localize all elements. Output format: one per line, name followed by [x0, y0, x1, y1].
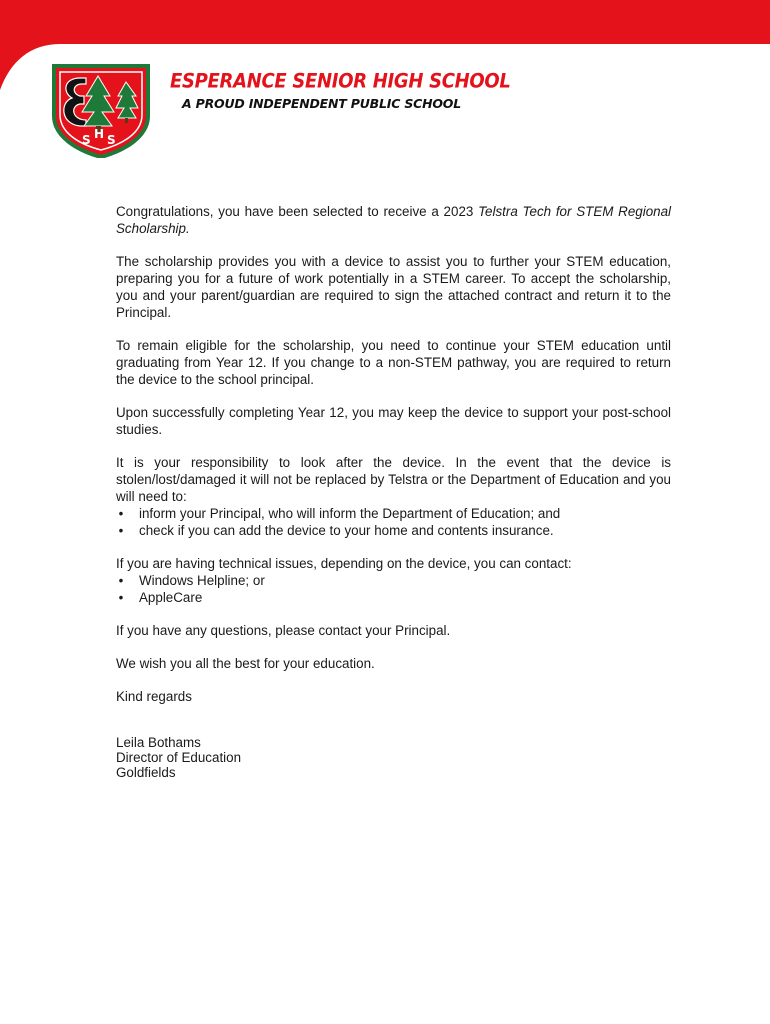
paragraph-best-wishes: We wish you all the best for your education.: [116, 656, 375, 671]
signature-block: [116, 735, 671, 780]
school-tagline: A PROUD INDEPENDENT PUBLIC SCHOOL: [182, 96, 461, 111]
congratulations-text: Congratulations, you have been selected to receive a 2023: [116, 204, 479, 219]
bullet-icon: •: [118, 590, 124, 605]
bullet-icon: •: [118, 573, 124, 588]
support-contacts-list: [116, 572, 671, 606]
crest-initial-s2: S: [107, 133, 116, 147]
list-item-text: check if you can add the device to your home and contents insurance.: [139, 523, 554, 538]
responsibility-list: [116, 505, 671, 539]
technical-support-lead: If you are having technical issues, depending on the device, you can contact:: [116, 556, 572, 571]
list-item-text: inform your Principal, who will inform the Department of Education; and: [139, 506, 561, 521]
school-name: ESPERANCE SENIOR HIGH SCHOOL: [170, 70, 511, 93]
paragraph-congratulations: [116, 203, 671, 237]
bullet-icon: •: [118, 523, 124, 538]
paragraph-responsibility: [116, 454, 671, 539]
list-item-text: Windows Helpline; or: [139, 573, 265, 588]
signatory-title: Director of Education: [116, 750, 242, 765]
list-item: [116, 505, 671, 522]
paragraph-scholarship-purpose: The scholarship provides you with a device to assist you to further your STEM education, preparing you for a future of work potentially in a STEM career. To accept the scholarship, you and your parent/guardian are required to sign the attached contract and return it to the Principal.: [116, 254, 671, 320]
paragraph-completion: Upon successfully completing Year 12, you may keep the device to support your post-school studies.: [116, 405, 671, 437]
closing-salutation: Kind regards: [116, 689, 192, 704]
bullet-icon: •: [118, 506, 124, 521]
responsibility-lead: It is your responsibility to look after the device. In the event that the device is stolen/lost/damaged it will not be replaced by Telstra or the Department of Education and you will need to:: [116, 455, 671, 504]
list-item: [116, 522, 671, 539]
list-item: [116, 589, 671, 606]
signatory-name: Leila Bothams: [116, 735, 201, 750]
crest-initial-s1: S: [82, 133, 91, 147]
letter-body: [116, 203, 671, 780]
list-item: [116, 572, 671, 589]
scholarship-name: Telstra Tech for STEM Regional Scholarship.: [116, 204, 672, 236]
paragraph-technical-support: [116, 555, 671, 606]
school-crest-logo: [46, 58, 156, 158]
paragraph-eligibility: To remain eligible for the scholarship, you need to continue your STEM education until graduating from Year 12. If you change to a non-STEM pathway, you are required to return the device to the school principal.: [116, 338, 671, 387]
list-item-text: AppleCare: [139, 590, 203, 605]
signatory-region: Goldfields: [116, 765, 176, 780]
crest-initial-h: H: [94, 127, 105, 141]
paragraph-questions: If you have any questions, please contact your Principal.: [116, 623, 451, 638]
